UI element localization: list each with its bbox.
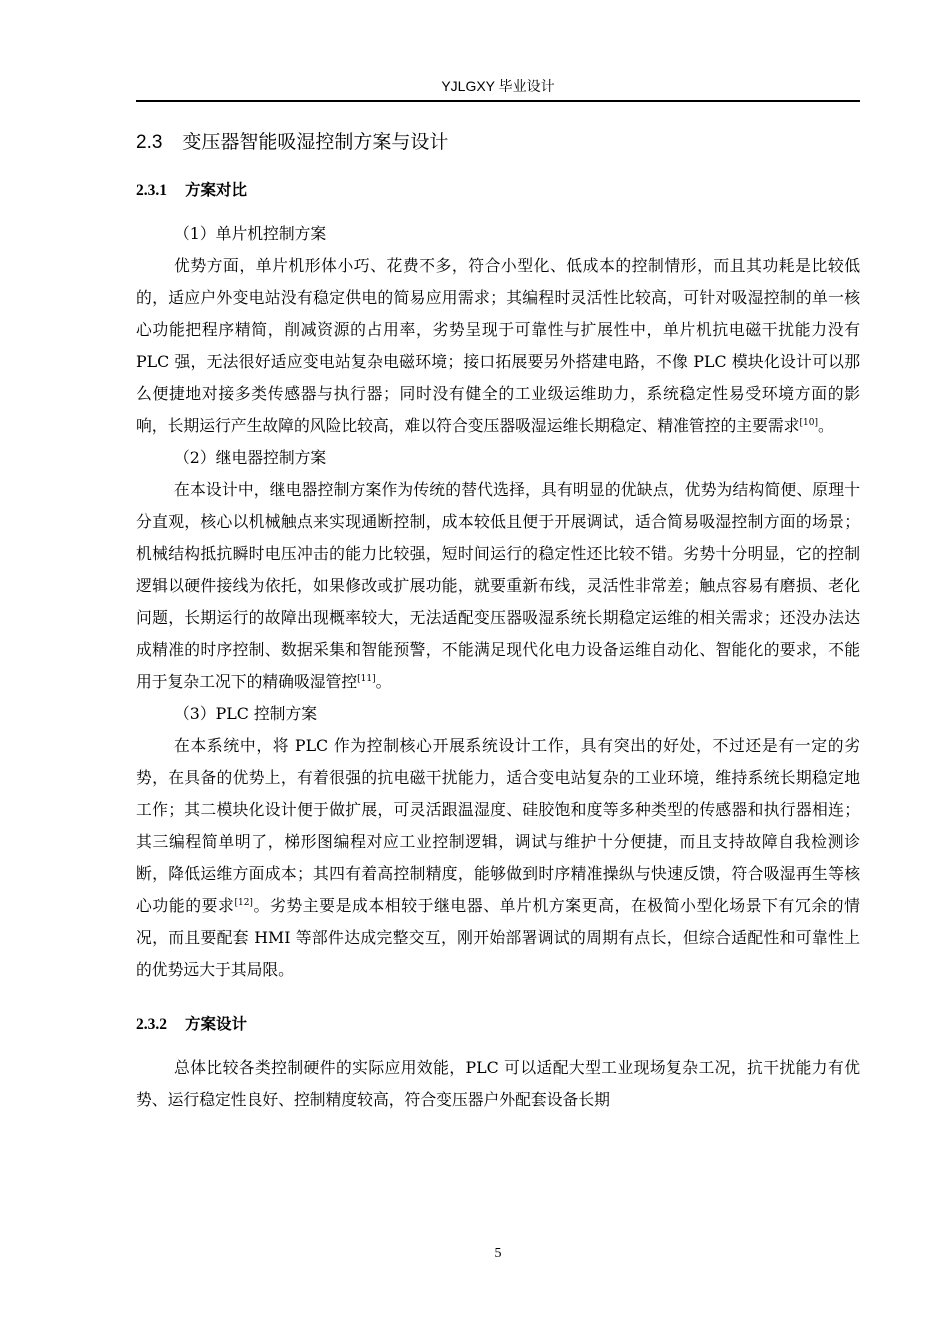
page-body bbox=[136, 122, 860, 1116]
paragraph-text-continued: 。劣势主要是成本相较于继电器、单片机方案更高，在极简小型化场景下有冗余的情况，而且要配套 HMI 等部件达成完整交互，刚开始部署调试的周期有点长，但综合适配性和可靠性上的优势远大于其局限。 bbox=[136, 896, 860, 979]
paragraph-text: 在本系统中，将 PLC 作为控制核心开展系统设计工作，具有突出的好处，不过还是有一定的劣势，在具备的优势上，有着很强的抗电磁干扰能力，适合变电站复杂的工业环境，维持系统长期稳定地工作；其二模块化设计便于做扩展，可灵活跟温湿度、硅胶饱和度等多种类型的传感器和执行器相连；其三编程简单明了，梯形图编程对应工业控制逻辑，调试与维护十分便捷，而且支持故障自我检测诊断，降低运维方面成本；其四有着高控制精度，能够做到时序精准操纵与快速反馈，符合吸湿再生等核心功能的要求 bbox=[136, 736, 860, 915]
section-title: 变压器智能吸湿控制方案与设计 bbox=[182, 131, 449, 153]
option-heading-relay: （2）继电器控制方案 bbox=[174, 448, 327, 467]
section-number: 2.3 bbox=[136, 132, 163, 153]
page-header: YJLGXY 毕业设计 bbox=[441, 78, 555, 94]
paragraph-text: 在本设计中，继电器控制方案作为传统的替代选择，具有明显的优缺点，优势为结构简便、原理十分直观，核心以机械触点来实现通断控制，成本较低且便于开展调试，适合简易吸湿控制方面的场景；机械结构抵抗瞬时电压冲击的能力比较强，短时间运行的稳定性还比较不错。劣势十分明显，它的控制逻辑以硬件接线为依托，如果修改或扩展功能，就要重新布线，灵活性非常差；触点容易有磨损、老化问题，长期运行的故障出现概率较大，无法适配变压器吸湿系统长期稳定运维的相关需求；还没办法达成精准的时序控制、数据采集和智能预警，不能满足现代化电力设备运维自动化、智能化的要求，不能用于复杂工况下的精确吸湿管控 bbox=[136, 480, 860, 691]
subsection-heading-design bbox=[136, 1002, 860, 1052]
citation: [12] bbox=[234, 898, 253, 908]
paragraph-design: 总体比较各类控制硬件的实际应用效能，PLC 可以适配大型工业现场复杂工况，抗干扰能力有优势、运行稳定性良好、控制精度较高，符合变压器户外配套设备长期 bbox=[136, 1058, 860, 1109]
paragraph-mcu bbox=[136, 250, 860, 442]
option-heading-mcu: （1）单片机控制方案 bbox=[174, 224, 327, 243]
subsection-title: 方案对比 bbox=[185, 181, 248, 199]
option-heading-plc: （3）PLC 控制方案 bbox=[174, 704, 318, 723]
paragraph-end: 。 bbox=[375, 672, 392, 691]
paragraph-relay bbox=[136, 474, 860, 698]
subsection-number: 2.3.1 bbox=[136, 182, 167, 199]
citation: [10] bbox=[799, 418, 818, 428]
paragraph-plc bbox=[136, 730, 860, 986]
paragraph-end: 。 bbox=[817, 416, 834, 435]
spacer bbox=[136, 986, 860, 1002]
subsection-heading-comparison bbox=[136, 168, 860, 218]
paragraph-text: 优势方面，单片机形体小巧、花费不多，符合小型化、低成本的控制情形，而且其功耗是比较低的，适应户外变电站没有稳定供电的简易应用需求；其编程时灵活性比较高，可针对吸湿控制的单一核心功能把程序精简，削减资源的占用率，劣势呈现于可靠性与扩展性中，单片机抗电磁干扰能力没有 PLC 强，无法很好适应变电站复杂电磁环境；接口拓展要另外搭建电路，不像 PLC 模块化设计可以那么便捷地对接多类传感器与执行器；同时没有健全的工业级运维助力，系统稳定性易受环境方面的影响，长期运行产生故障的风险比较高，难以符合变压器吸湿运维长期稳定、精准管控的主要需求 bbox=[136, 256, 860, 435]
subsection-title: 方案设计 bbox=[185, 1015, 248, 1033]
header-divider bbox=[136, 100, 860, 102]
section-heading bbox=[136, 122, 860, 168]
page-number: 5 bbox=[494, 1246, 502, 1261]
citation: [11] bbox=[357, 674, 376, 684]
subsection-number: 2.3.2 bbox=[136, 1016, 167, 1033]
